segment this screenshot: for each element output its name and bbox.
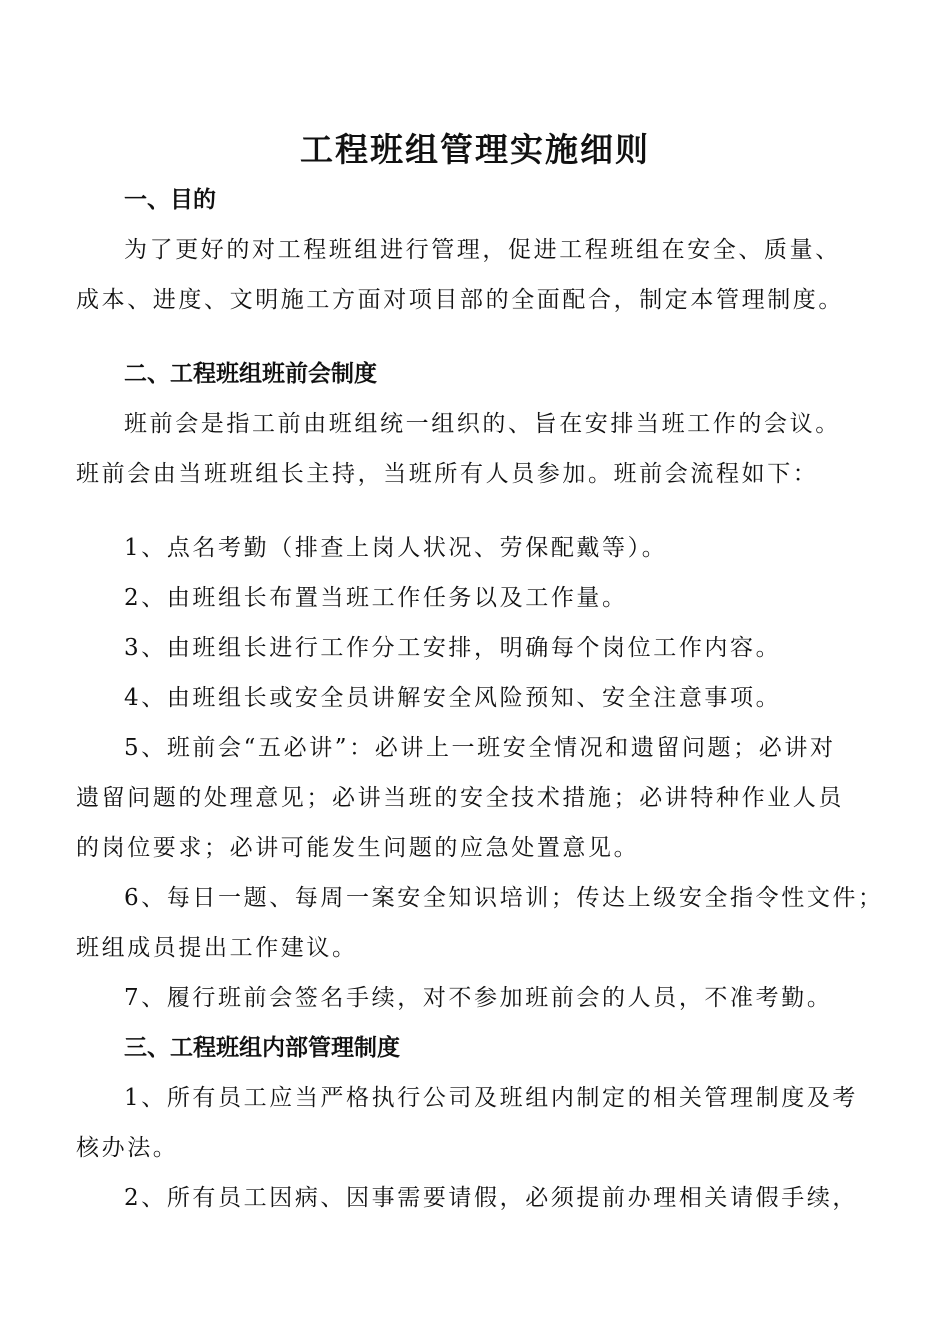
- list-item: 6、每日一题、每周一案安全知识培训；传达上级安全指令性文件；: [124, 885, 884, 911]
- list-item: 7、履行班前会签名手续，对不参加班前会的人员，不准考勤。: [124, 985, 833, 1011]
- list-item: 4、由班组长或安全员讲解安全风险预知、安全注意事项。: [124, 685, 782, 711]
- paragraph-line: 成本、进度、文明施工方面对项目部的全面配合，制定本管理制度。: [76, 287, 844, 313]
- list-item: 1、点名考勤（排查上岗人状况、劳保配戴等）。: [124, 535, 668, 561]
- paragraph-line: 遗留问题的处理意见；必讲当班的安全技术措施；必讲特种作业人员: [76, 785, 844, 811]
- paragraph-line: 核办法。: [76, 1135, 179, 1161]
- list-item: 3、由班组长进行工作分工安排，明确每个岗位工作内容。: [124, 635, 782, 661]
- section-heading-purpose: 一、目的: [124, 187, 216, 213]
- list-item: 2、所有员工因病、因事需要请假，必须提前办理相关请假手续，: [124, 1185, 859, 1211]
- paragraph-line: 为了更好的对工程班组进行管理，促进工程班组在安全、质量、: [124, 237, 841, 263]
- list-item: 2、由班组长布置当班工作任务以及工作量。: [124, 585, 628, 611]
- paragraph-line: 的岗位要求；必讲可能发生问题的应急处置意见。: [76, 835, 640, 861]
- section-heading-internal-management: 三、工程班组内部管理制度: [124, 1035, 400, 1061]
- list-item: 5、班前会“五必讲”：必讲上一班安全情况和遗留问题；必讲对: [124, 735, 836, 761]
- paragraph-line: 班组成员提出工作建议。: [76, 935, 358, 961]
- section-heading-pre-shift-meeting: 二、工程班组班前会制度: [124, 361, 377, 387]
- list-item: 1、所有员工应当严格执行公司及班组内制定的相关管理制度及考: [124, 1085, 859, 1111]
- paragraph-line: 班前会由当班班组长主持，当班所有人员参加。班前会流程如下：: [76, 461, 819, 487]
- paragraph-line: 班前会是指工前由班组统一组织的、旨在安排当班工作的会议。: [124, 411, 841, 437]
- document-title: 工程班组管理实施细则: [300, 130, 650, 169]
